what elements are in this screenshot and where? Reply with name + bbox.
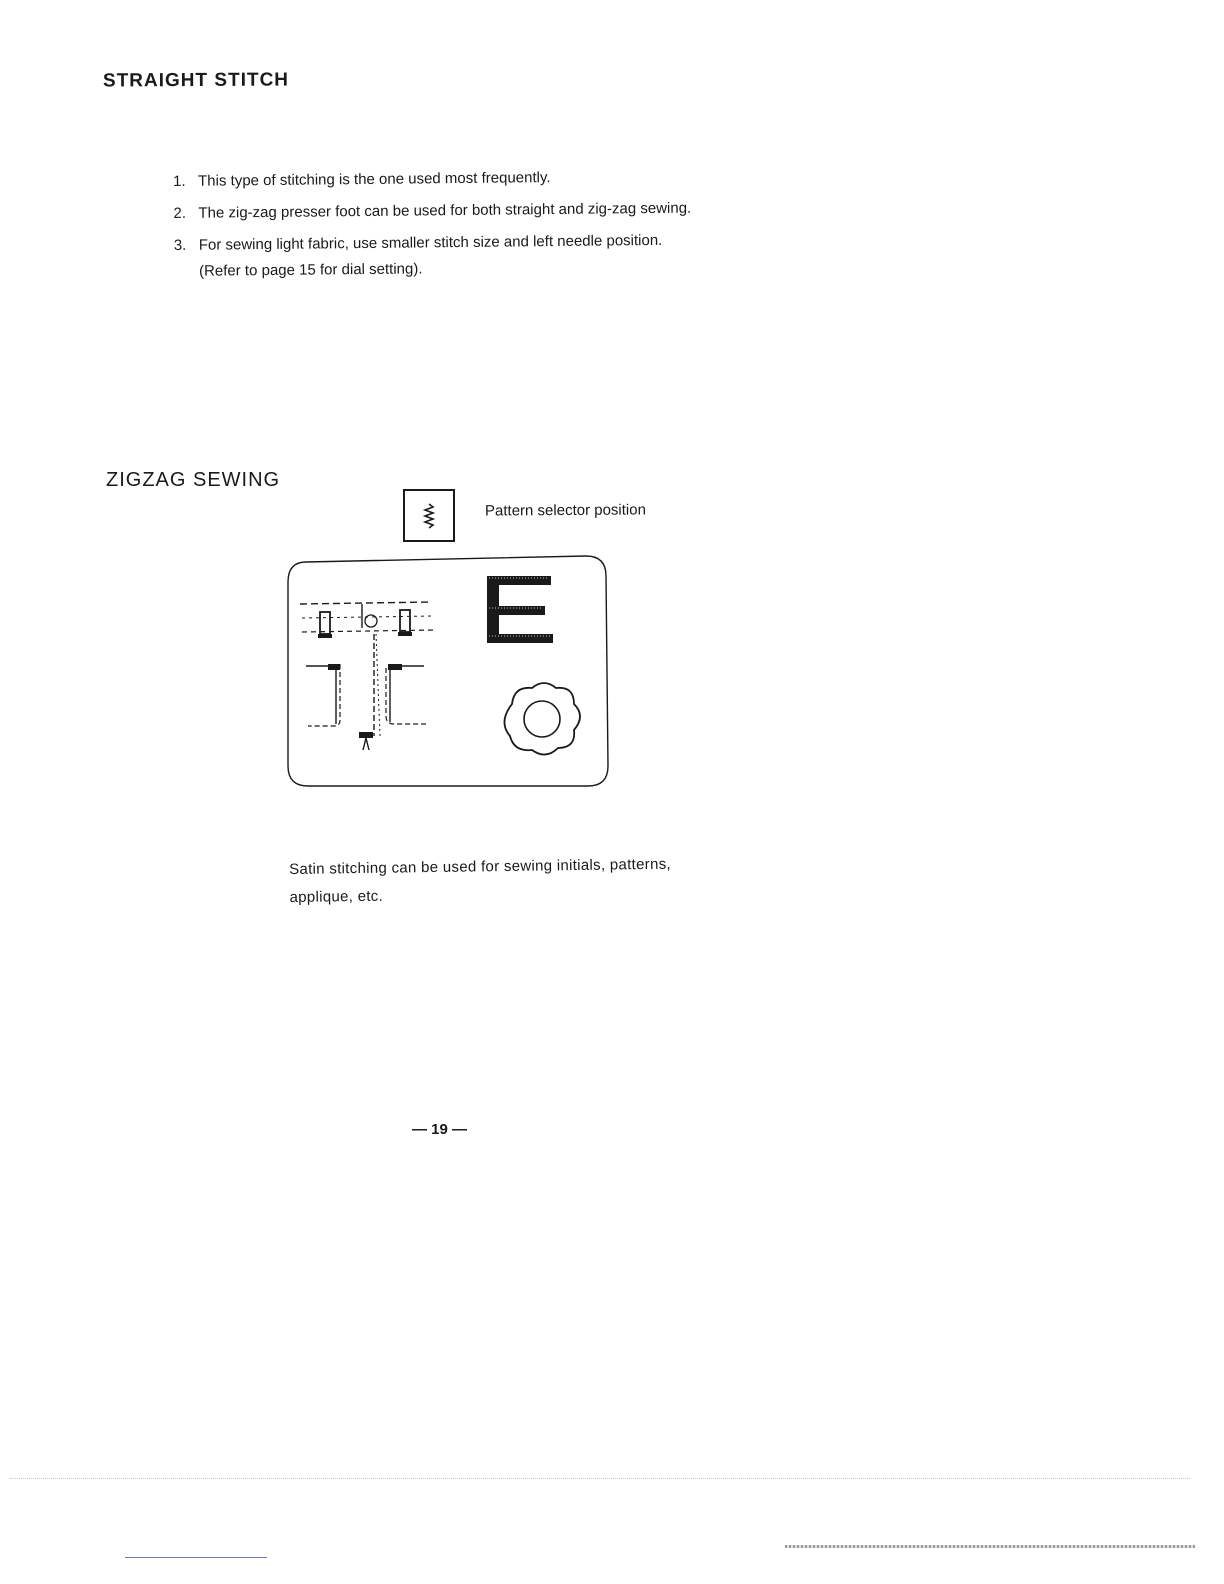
step-item	[174, 229, 814, 282]
pattern-selector-label: Pattern selector position	[484, 501, 646, 520]
satin-stitching-description: Satin stitching can be used for sewing initials, patterns, applique, etc.	[289, 855, 672, 906]
straight-stitch-steps	[173, 165, 814, 294]
step-text: The zig-zag presser foot can be used for both straight and zig-zag sewing.	[198, 199, 692, 222]
presser-foot-icon	[300, 602, 434, 750]
page-number: — 19 —	[412, 1121, 468, 1138]
pattern-selector-box	[403, 489, 455, 542]
step-text: This type of stitching is the one used most frequently.	[198, 169, 551, 190]
straight-stitch-heading: STRAIGHT STITCH	[102, 69, 290, 92]
step-item	[173, 165, 813, 192]
satin-flower-icon	[504, 683, 580, 755]
zigzag-pattern-icon	[405, 491, 453, 540]
step-number: 1.	[173, 172, 186, 190]
zigzag-sewing-heading: ZIGZAG SEWING	[106, 469, 281, 491]
step-item	[173, 197, 813, 224]
step-number: 2.	[173, 204, 187, 222]
step-text: For sewing light fabric, use smaller stitch size and left needle position.	[198, 231, 663, 254]
step-number: 3.	[173, 236, 187, 254]
scan-edge	[785, 1545, 1195, 1548]
satin-stitch-illustration	[284, 554, 612, 790]
scan-line	[10, 1478, 1190, 1479]
satin-letter-e-icon	[487, 576, 553, 643]
step-text-continued: (Refer to page 15 for dial setting).	[198, 260, 423, 280]
scan-underline	[125, 1557, 267, 1558]
